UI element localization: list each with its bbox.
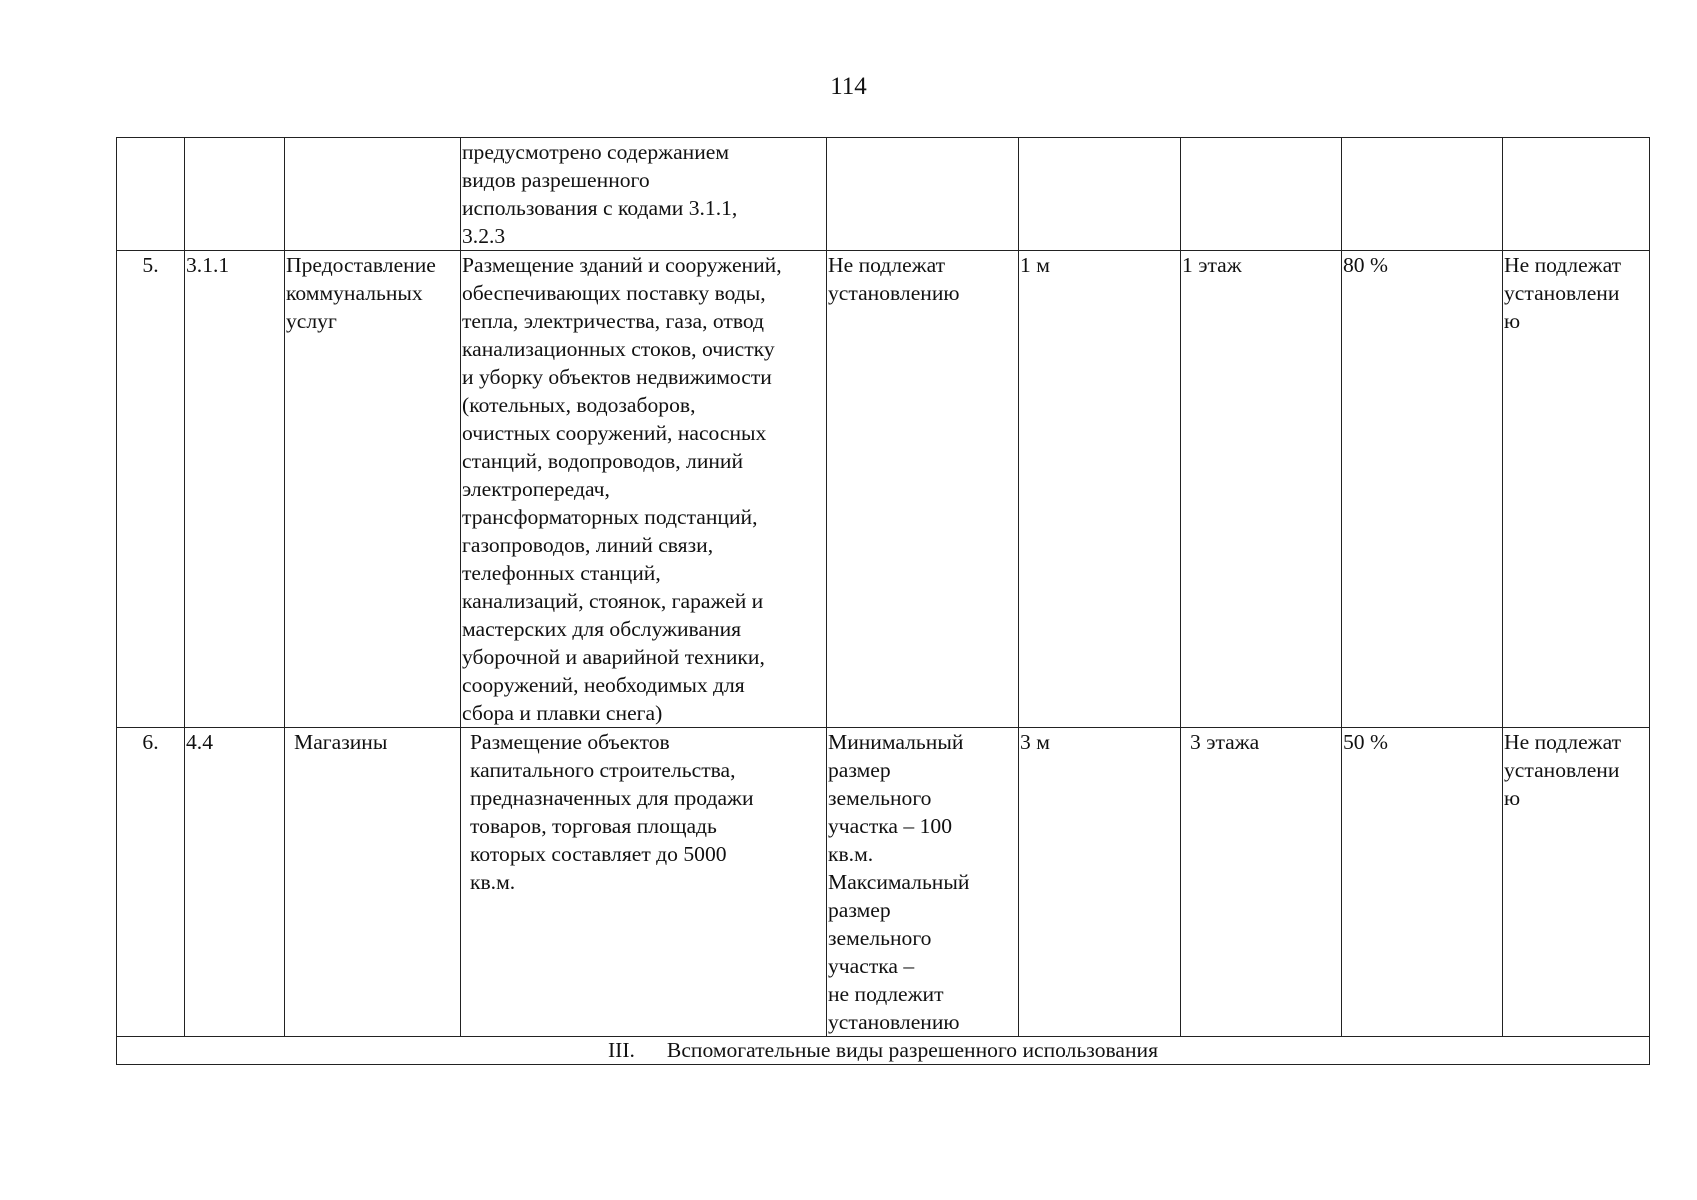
- row-description: предусмотрено содержанием видов разрешенного использования с кодами 3.1.1, 3.2.3: [461, 138, 827, 251]
- row-setback: [1019, 138, 1181, 251]
- row-description: Размещение объектов капитального строительства, предназначенных для продажи товаров, торговая площадь которых составляет до 5000 кв.м.: [461, 728, 827, 1037]
- page-number: 114: [830, 73, 867, 100]
- table-row: [117, 251, 1650, 728]
- row-plot-size: Минимальный размер земельного участка – 100 кв.м. Максимальный размер земельного участка – не подлежит установлению: [827, 728, 1019, 1037]
- section-title: Вспомогательные виды разрешенного использования: [666, 1038, 1159, 1062]
- row-floors: 3 этажа: [1181, 728, 1342, 1037]
- row-use-name: Предоставление коммунальных услуг: [285, 251, 461, 728]
- row-coverage: [1342, 138, 1503, 251]
- row-code: 3.1.1: [185, 251, 285, 728]
- row-other: Не подлежат установлени ю: [1503, 728, 1650, 1037]
- row-coverage: 50 %: [1342, 728, 1503, 1037]
- section-number: III.: [607, 1038, 635, 1062]
- section-heading-row: [117, 1037, 1650, 1065]
- row-plot-size: Не подлежат установлению: [827, 251, 1019, 728]
- row-number: 6.: [117, 728, 185, 1037]
- section-heading: [117, 1037, 1650, 1065]
- row-coverage: 80 %: [1342, 251, 1503, 728]
- row-code: 4.4: [185, 728, 285, 1037]
- row-setback: 3 м: [1019, 728, 1181, 1037]
- row-description: Размещение зданий и сооружений, обеспечивающих поставку воды, тепла, электричества, газа, отвод канализационных стоков, очистку и уборку объектов недвижимости (котельных, водозаборов, очистных сооружений, насосных станций, водопроводов, линий электропередач, трансформаторных подстанций, газопроводов, линий связи, телефонных станций, канализаций, стоянок, гаражей и мастерских для обслуживания уборочной и аварийной техники, сооружений, необходимых для сбора и плавки снега): [461, 251, 827, 728]
- row-use-name: Магазины: [285, 728, 461, 1037]
- row-use-name: [285, 138, 461, 251]
- row-code: [185, 138, 285, 251]
- row-number: [117, 138, 185, 251]
- row-other: [1503, 138, 1650, 251]
- table-row: [117, 728, 1650, 1037]
- row-plot-size: [827, 138, 1019, 251]
- land-use-table: [116, 137, 1650, 1065]
- row-setback: 1 м: [1019, 251, 1181, 728]
- row-other: Не подлежат установлени ю: [1503, 251, 1650, 728]
- row-floors: [1181, 138, 1342, 251]
- table-row: [117, 138, 1650, 251]
- row-number: 5.: [117, 251, 185, 728]
- row-floors: 1 этаж: [1181, 251, 1342, 728]
